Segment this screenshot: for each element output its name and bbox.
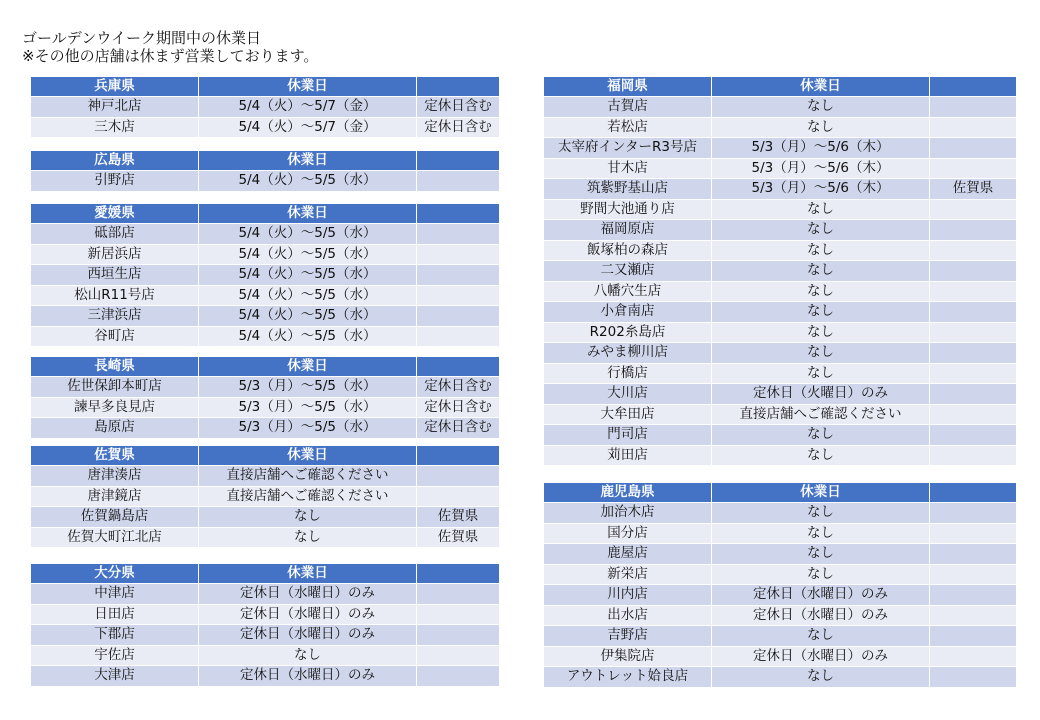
table-row [31,397,500,418]
ehime-table [30,203,500,347]
prefecture-header: 佐賀県 [31,446,199,466]
page-title: ゴールデンウイーク期間中の休業日 [22,29,261,47]
closure-period-cell: 定休日（水曜日）のみ [199,625,417,646]
note-cell [930,646,1017,667]
table-row [31,418,500,439]
table-row [544,445,1017,466]
prefecture-header: 鹿児島県 [544,483,712,503]
table-header-row [31,204,500,224]
table-row [31,97,500,118]
note-cell [417,326,500,347]
table-row [544,97,1017,118]
closure-period-cell: なし [712,564,930,585]
page-note: ※その他の店舗は休まず営業しております。 [22,47,319,65]
prefecture-header: 兵庫県 [31,77,199,97]
table-row [544,646,1017,667]
table-row [31,244,500,265]
store-name-cell: 唐津鏡店 [31,486,199,507]
store-name-cell: 大津店 [31,666,199,687]
table-row [544,158,1017,179]
table-row [31,326,500,347]
closure-period-cell: 5/3（月）～5/5（水） [199,397,417,418]
table-row [544,220,1017,241]
table-row [544,523,1017,544]
note-cell [930,302,1017,323]
closure-period-cell: なし [712,523,930,544]
store-name-cell: 二又瀬店 [544,261,712,282]
closure-column-header: 休業日 [199,564,417,584]
store-name-cell: 佐賀大町江北店 [31,527,199,548]
store-name-cell: 唐津湊店 [31,466,199,487]
note-column-header [417,446,500,466]
table-header-row [31,77,500,97]
closure-period-cell: 定休日（水曜日）のみ [712,605,930,626]
table-row [31,466,500,487]
table-row [31,666,500,687]
note-cell [930,138,1017,159]
table-row [544,302,1017,323]
store-name-cell: 谷町店 [31,326,199,347]
store-name-cell: 神戸北店 [31,97,199,118]
table-row [31,604,500,625]
table-row [544,281,1017,302]
closure-period-cell: 定休日（火曜日）のみ [712,384,930,405]
closure-column-header: 休業日 [712,483,930,503]
note-cell: 定休日含む [417,117,500,138]
closure-period-cell: 5/4（火）～5/5（水） [199,171,417,192]
closure-period-cell: 5/4（火）～5/7（金） [199,97,417,118]
table-row [31,265,500,286]
closure-period-cell: なし [199,527,417,548]
table-header-row [31,357,500,377]
note-cell [417,486,500,507]
store-name-cell: 加治木店 [544,503,712,524]
note-cell [930,605,1017,626]
closure-column-header: 休業日 [199,151,417,171]
closure-column-header: 休業日 [199,204,417,224]
table-row [31,306,500,327]
note-cell [930,384,1017,405]
closure-period-cell: なし [712,667,930,688]
prefecture-header: 長崎県 [31,357,199,377]
store-name-cell: 三木店 [31,117,199,138]
note-cell [930,503,1017,524]
closure-column-header: 休業日 [199,446,417,466]
note-cell [930,363,1017,384]
store-name-cell: 宇佐店 [31,645,199,666]
note-column-header [417,204,500,224]
note-cell [417,584,500,605]
note-cell [930,523,1017,544]
kagoshima-table [543,482,1017,688]
closure-period-cell: 定休日（水曜日）のみ [199,584,417,605]
note-cell [417,244,500,265]
note-cell: 佐賀県 [417,507,500,528]
note-cell [417,171,500,192]
note-cell [930,199,1017,220]
closure-period-cell: 5/4（火）～5/5（水） [199,285,417,306]
closure-period-cell: 定休日（水曜日）のみ [712,585,930,606]
table-row [544,363,1017,384]
note-cell [930,220,1017,241]
note-column-header [417,151,500,171]
table-row [31,584,500,605]
closure-period-cell: 5/3（月）～5/6（木） [712,179,930,200]
prefecture-header: 大分県 [31,564,199,584]
closure-period-cell: 定休日（水曜日）のみ [712,646,930,667]
table-row [31,527,500,548]
store-name-cell: 西垣生店 [31,265,199,286]
closure-period-cell: 5/4（火）～5/7（金） [199,117,417,138]
table-row [31,285,500,306]
closure-period-cell: 定休日（水曜日）のみ [199,666,417,687]
table-header-row [544,483,1017,503]
closure-period-cell: なし [199,645,417,666]
note-cell: 定休日含む [417,377,500,398]
closure-period-cell: なし [712,261,930,282]
store-name-cell: 松山R11号店 [31,285,199,306]
note-cell [417,645,500,666]
table-row [544,564,1017,585]
fukuoka-table [543,76,1017,466]
table-row [544,585,1017,606]
note-cell [417,224,500,245]
store-name-cell: 筑紫野基山店 [544,179,712,200]
table-row [544,425,1017,446]
note-cell [930,117,1017,138]
store-name-cell: 甘木店 [544,158,712,179]
table-header-row [31,446,500,466]
closure-column-header: 休業日 [199,357,417,377]
table-row [544,199,1017,220]
prefecture-header: 広島県 [31,151,199,171]
note-cell: 定休日含む [417,397,500,418]
table-header-row [31,151,500,171]
store-name-cell: 行橋店 [544,363,712,384]
closure-period-cell: 5/3（月）～5/6（木） [712,138,930,159]
note-cell [930,425,1017,446]
closure-period-cell: なし [712,302,930,323]
table-row [544,240,1017,261]
table-row [544,343,1017,364]
note-column-header [930,483,1017,503]
closure-period-cell: なし [712,363,930,384]
table-row [544,117,1017,138]
store-name-cell: 八幡穴生店 [544,281,712,302]
note-cell [417,466,500,487]
table-row [31,486,500,507]
prefecture-header: 愛媛県 [31,204,199,224]
closure-period-cell: 直接店舗へご確認ください [712,404,930,425]
closure-period-cell: 直接店舗へご確認ください [199,486,417,507]
table-header-row [31,564,500,584]
hyogo-table [30,76,500,138]
closure-period-cell: 5/3（月）～5/6（木） [712,158,930,179]
closure-period-cell: なし [712,503,930,524]
note-cell [930,97,1017,118]
note-cell [930,445,1017,466]
table-row [31,171,500,192]
note-cell [930,261,1017,282]
closure-column-header: 休業日 [712,77,930,97]
table-header-row [544,77,1017,97]
saga-table [30,445,500,548]
closure-period-cell: なし [712,240,930,261]
table-row [544,667,1017,688]
table-row [544,626,1017,647]
store-name-cell: 新栄店 [544,564,712,585]
store-name-cell: 門司店 [544,425,712,446]
note-cell [930,404,1017,425]
note-cell [417,265,500,286]
note-column-header [417,564,500,584]
closure-period-cell: 5/4（火）～5/5（水） [199,326,417,347]
note-cell [930,158,1017,179]
store-name-cell: アウトレット姶良店 [544,667,712,688]
store-name-cell: 新居浜店 [31,244,199,265]
table-row [544,503,1017,524]
store-name-cell: みやま柳川店 [544,343,712,364]
table-row [544,179,1017,200]
table-row [31,625,500,646]
store-name-cell: 国分店 [544,523,712,544]
store-name-cell: 島原店 [31,418,199,439]
note-cell: 佐賀県 [417,527,500,548]
store-name-cell: 若松店 [544,117,712,138]
closure-period-cell: 5/3（月）～5/5（水） [199,418,417,439]
closure-period-cell: 5/4（火）～5/5（水） [199,244,417,265]
closure-period-cell: 5/4（火）～5/5（水） [199,306,417,327]
store-name-cell: 出水店 [544,605,712,626]
table-row [544,404,1017,425]
table-row [31,645,500,666]
note-cell [930,240,1017,261]
closure-period-cell: なし [712,343,930,364]
store-name-cell: R202糸島店 [544,322,712,343]
note-cell [930,564,1017,585]
note-cell [417,285,500,306]
closure-period-cell: 定休日（水曜日）のみ [199,604,417,625]
note-column-header [417,77,500,97]
closure-period-cell: 5/3（月）～5/5（水） [199,377,417,398]
table-row [544,261,1017,282]
note-cell: 定休日含む [417,418,500,439]
note-cell [417,666,500,687]
closure-column-header: 休業日 [199,77,417,97]
table-row [31,117,500,138]
note-cell [417,604,500,625]
note-cell [930,322,1017,343]
store-name-cell: 三津浜店 [31,306,199,327]
store-name-cell: 苅田店 [544,445,712,466]
store-name-cell: 飯塚柏の森店 [544,240,712,261]
store-name-cell: 伊集院店 [544,646,712,667]
closure-period-cell: なし [712,281,930,302]
note-cell: 定休日含む [417,97,500,118]
note-cell: 佐賀県 [930,179,1017,200]
closure-period-cell: なし [712,322,930,343]
table-row [31,507,500,528]
nagasaki-table [30,356,500,439]
note-cell [930,585,1017,606]
note-cell [930,281,1017,302]
table-row [544,544,1017,565]
note-column-header [930,77,1017,97]
store-name-cell: 引野店 [31,171,199,192]
store-name-cell: 野間大池通り店 [544,199,712,220]
closure-period-cell: なし [199,507,417,528]
store-name-cell: 大牟田店 [544,404,712,425]
store-name-cell: 佐世保卸本町店 [31,377,199,398]
closure-period-cell: 直接店舗へご確認ください [199,466,417,487]
store-name-cell: 太宰府インターR3号店 [544,138,712,159]
closure-period-cell: なし [712,626,930,647]
table-row [544,322,1017,343]
closure-period-cell: なし [712,425,930,446]
note-cell [930,343,1017,364]
store-name-cell: 鹿屋店 [544,544,712,565]
closure-period-cell: 5/4（火）～5/5（水） [199,265,417,286]
store-name-cell: 大川店 [544,384,712,405]
table-row [544,384,1017,405]
note-column-header [417,357,500,377]
closure-period-cell: なし [712,117,930,138]
store-name-cell: 古賀店 [544,97,712,118]
closure-period-cell: なし [712,445,930,466]
store-name-cell: 吉野店 [544,626,712,647]
closure-period-cell: なし [712,220,930,241]
store-name-cell: 下郡店 [31,625,199,646]
store-name-cell: 諫早多良見店 [31,397,199,418]
closure-period-cell: なし [712,97,930,118]
closure-period-cell: なし [712,544,930,565]
oita-table [30,563,500,687]
note-cell [417,625,500,646]
hiroshima-table [30,150,500,192]
store-name-cell: 砥部店 [31,224,199,245]
table-row [31,377,500,398]
store-name-cell: 小倉南店 [544,302,712,323]
table-row [31,224,500,245]
note-cell [417,306,500,327]
note-cell [930,544,1017,565]
store-name-cell: 中津店 [31,584,199,605]
closure-period-cell: なし [712,199,930,220]
store-name-cell: 川内店 [544,585,712,606]
note-cell [930,667,1017,688]
table-row [544,605,1017,626]
closure-period-cell: 5/4（火）～5/5（水） [199,224,417,245]
table-row [544,138,1017,159]
store-name-cell: 福岡原店 [544,220,712,241]
store-name-cell: 日田店 [31,604,199,625]
store-name-cell: 佐賀鍋島店 [31,507,199,528]
prefecture-header: 福岡県 [544,77,712,97]
note-cell [930,626,1017,647]
